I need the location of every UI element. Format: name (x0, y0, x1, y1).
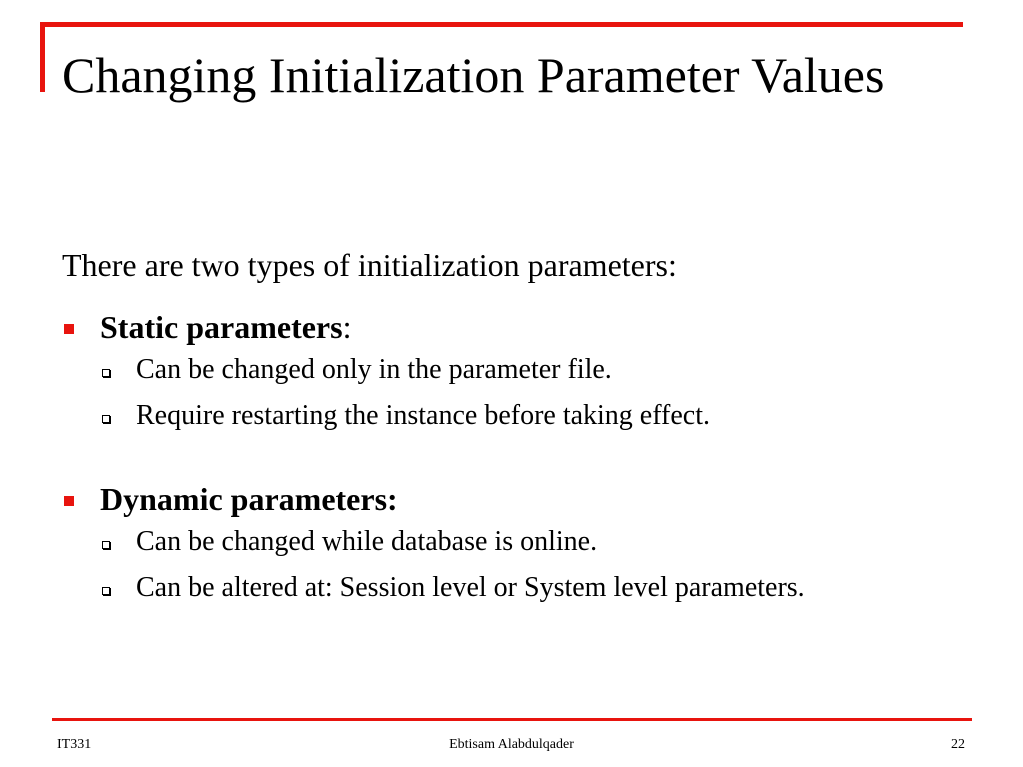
sub-bullet-dynamic-2 (62, 565, 982, 611)
hollow-square-bullet-icon (102, 541, 110, 549)
dynamic-parameters-group (62, 479, 982, 611)
title-accent-bar-top (40, 22, 963, 27)
static-parameters-heading: Static parameters (100, 309, 343, 345)
footer-author: Ebtisam Alabdulqader (449, 737, 574, 752)
bullet-static-parameters (62, 307, 982, 347)
title-accent-bar-left (40, 22, 45, 92)
footer-divider (52, 718, 972, 721)
static-parameters-heading-suffix: : (342, 309, 352, 345)
slide-title: Changing Initialization Parameter Values (62, 47, 885, 103)
footer-course-code: IT331 (57, 737, 92, 752)
static-parameters-group (62, 307, 982, 439)
sub-bullet-static-1 (62, 347, 982, 393)
sub-bullet-text: Can be altered at: Session level or System level parameters. (136, 572, 805, 603)
intro-text: There are two types of initialization parameters: (62, 247, 677, 283)
red-square-bullet-icon (64, 496, 74, 506)
bullet-dynamic-parameters (62, 479, 982, 519)
sub-bullet-dynamic-1 (62, 519, 982, 565)
hollow-square-bullet-icon (102, 369, 110, 377)
red-square-bullet-icon (64, 324, 74, 334)
footer-page-number: 22 (951, 737, 965, 752)
hollow-square-bullet-icon (102, 587, 110, 595)
sub-bullet-text: Can be changed only in the parameter file. (136, 354, 612, 385)
hollow-square-bullet-icon (102, 415, 110, 423)
slide-body (62, 245, 982, 611)
sub-bullet-static-2 (62, 393, 982, 439)
dynamic-parameters-heading: Dynamic parameters: (100, 481, 398, 517)
sub-bullet-text: Can be changed while database is online. (136, 526, 598, 557)
sub-bullet-text: Require restarting the instance before taking effect. (136, 400, 711, 431)
